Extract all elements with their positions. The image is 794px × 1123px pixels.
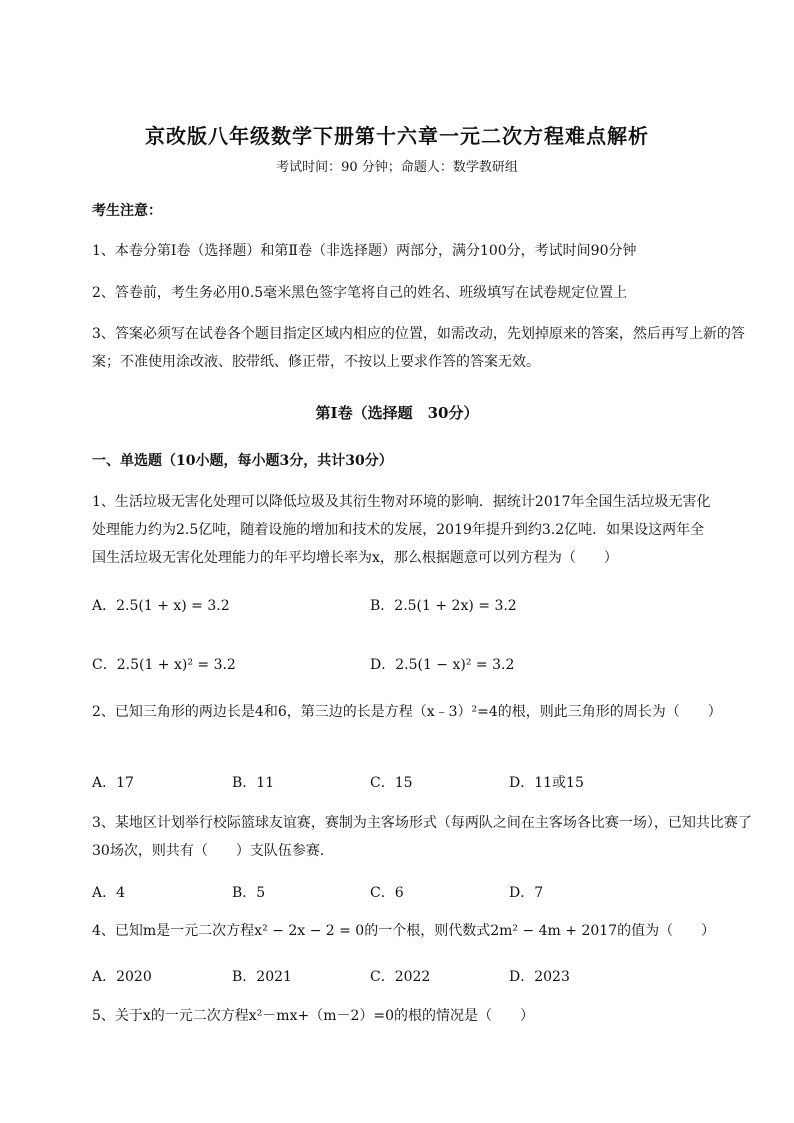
- question-1-stem: 1、生活垃圾无害化处理可以降低垃圾及其衍生物对环境的影响．据统计2017年全国生活垃圾无害化处理能力约为2.5亿吨，随着设施的增加和技术的发展，2019年提升到约3.2亿吨．如果设这两年全国生活垃圾无害化处理能力的年平均增长率为x，那么根据题意可以列方程为（ ）: [92, 494, 711, 566]
- notice-item-2: 2、答卷前，考生务必用0.5毫米黑色签字笔将自己的姓名、班级填写在试卷规定位置上: [92, 285, 628, 301]
- question-4-option-b: B．2021: [232, 969, 292, 985]
- question-4-option-d: D．2023: [509, 969, 570, 985]
- question-1-option-b: B．2.5(1 + 2x) = 3.2: [370, 598, 517, 614]
- question-2-option-d: D．11或15: [509, 775, 584, 791]
- question-4-option-c: C．2022: [370, 969, 431, 985]
- question-1-option-a: A．2.5(1 + x) = 3.2: [92, 598, 230, 614]
- question-4-option-a: A．2020: [92, 969, 152, 985]
- question-2-option-a: A．17: [92, 775, 134, 791]
- question-5-stem: 5、关于x的一元二次方程x²－mx+（m－2）=0的根的情况是（ ）: [92, 1008, 535, 1024]
- question-1-option-c: C．2.5(1 + x)² = 3.2: [92, 657, 236, 673]
- exam-subtitle: 考试时间：90 分钟；命题人：数学教研组: [276, 160, 518, 175]
- question-2-option-b: B．11: [232, 775, 275, 791]
- question-2-option-c: C．15: [370, 775, 413, 791]
- part-heading: 一、单选题（10小题，每小题3分，共计30分）: [92, 453, 393, 469]
- question-4-stem: 4、已知m是一元二次方程x² − 2x − 2 = 0的一个根，则代数式2m² − 4m + 2017的值为（ ）: [92, 923, 716, 939]
- question-3-option-d: D．7: [509, 885, 544, 901]
- question-1-option-d: D．2.5(1 − x)² = 3.2: [370, 657, 515, 673]
- notice-heading: 考生注意：: [92, 203, 162, 219]
- question-3-stem: 3、某地区计划举行校际篮球友谊赛，赛制为主客场形式（每两队之间在主客场各比赛一场），已知共比赛了30场次，则共有（ ）支队伍参赛．: [92, 815, 752, 859]
- question-3-option-c: C．6: [370, 885, 404, 901]
- question-3-option-b: B．5: [232, 885, 266, 901]
- question-2-stem: 2、已知三角形的两边长是4和6，第三边的长是方程（x﹣3）²=4的根，则此三角形的周长为（ ）: [92, 704, 722, 720]
- page-title: 京改版八年级数学下册第十六章一元二次方程难点解析: [145, 124, 649, 148]
- section-title: 第Ⅰ卷（选择题 30分）: [315, 404, 479, 422]
- notice-item-3: 3、答案必须写在试卷各个题目指定区域内相应的位置，如需改动，先划掉原来的答案，然后再写上新的答案；不准使用涂改液、胶带纸、修正带，不按以上要求作答的答案无效。: [92, 326, 745, 370]
- notice-item-1: 1、本卷分第Ⅰ卷（选择题）和第Ⅱ卷（非选择题）两部分，满分100分，考试时间90分钟: [92, 243, 637, 259]
- question-3-option-a: A．4: [92, 885, 126, 901]
